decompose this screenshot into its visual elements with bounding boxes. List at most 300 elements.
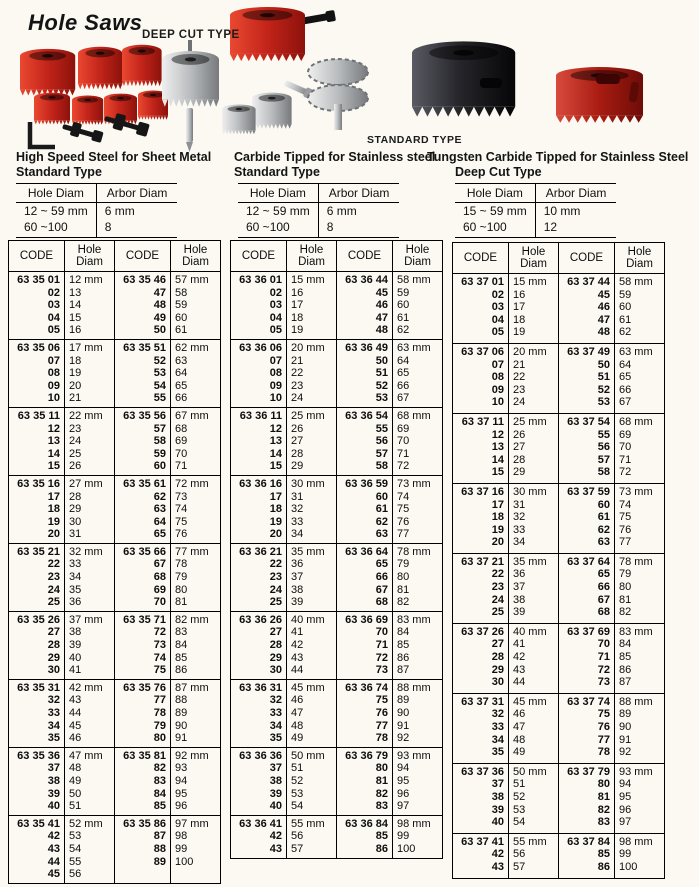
- code-value: 15: [269, 460, 282, 473]
- hole-diam-cell: [287, 815, 337, 858]
- code-value: 63 36 74: [345, 681, 388, 694]
- hole-diam-value: 14: [69, 299, 82, 312]
- hole-diam-value: 15 mm: [291, 274, 325, 286]
- hole-diam-value: 27: [291, 435, 304, 448]
- code-value: 71: [597, 651, 610, 664]
- hole-diam-value: 73: [175, 490, 188, 503]
- code-value: 39: [47, 787, 60, 800]
- hole-diam-value: 23: [513, 383, 526, 396]
- hole-diam-value: 67: [619, 396, 632, 409]
- code-value: 50: [375, 354, 388, 367]
- hole-diam-value: 100: [397, 842, 416, 855]
- code-value: 63 37 06: [461, 345, 504, 358]
- code-value: 63 37 21: [461, 555, 504, 568]
- hole-diam-value: 91: [397, 719, 410, 732]
- deep-cut-saw-image: [162, 40, 219, 152]
- code-value: 78: [375, 732, 388, 745]
- hole-diam-value: 55: [69, 855, 82, 868]
- hole-diam-value: 90: [619, 721, 632, 733]
- table-block: [231, 611, 443, 679]
- hole-diam-value: 25 mm: [513, 415, 547, 428]
- hole-diam-value: 98 mm: [619, 835, 653, 848]
- hole-diam-value: 36: [513, 568, 526, 581]
- spec-cell: 60 ~100: [455, 219, 535, 238]
- code-value: 27: [269, 626, 282, 639]
- hole-diam-value: 74: [175, 503, 188, 516]
- hole-diam-value: 31: [513, 498, 526, 511]
- hole-diam-value: 62: [619, 326, 632, 339]
- code-value: 62: [153, 490, 166, 503]
- code-table-2: [230, 240, 443, 859]
- code-cell: [337, 611, 393, 679]
- code-value: 35: [491, 746, 504, 759]
- hole-diam-value: 63 mm: [619, 345, 653, 358]
- code-value: 53: [375, 392, 388, 405]
- hole-diam-cell: [509, 483, 559, 553]
- hole-diam-cell: [615, 693, 665, 763]
- hole-diam-cell: [393, 339, 443, 407]
- code-value: 04: [47, 311, 60, 324]
- code-value: 57: [597, 453, 610, 466]
- code-value: 63 36 84: [345, 817, 388, 830]
- code-cell: [231, 543, 287, 611]
- code-cell: [231, 679, 287, 747]
- hole-diam-cell: [615, 553, 665, 623]
- hole-diam-value: 26: [69, 460, 82, 473]
- code-value: 66: [597, 581, 610, 594]
- hole-diam-value: 82 mm: [175, 613, 209, 626]
- code-value: 63 37 01: [461, 276, 504, 288]
- code-cell: [559, 833, 615, 878]
- code-value: 20: [269, 528, 282, 541]
- hole-diam-cell: [287, 407, 337, 475]
- code-value: 38: [47, 774, 60, 787]
- hole-diam-cell: [171, 611, 221, 679]
- hole-diam-value: 46: [291, 694, 304, 707]
- code-value: 61: [597, 511, 610, 524]
- hole-diam-value: 86: [175, 664, 188, 677]
- stacked-cutter-image: [308, 59, 368, 130]
- code-value: 50: [597, 358, 610, 371]
- code-value: 13: [491, 441, 504, 454]
- code-tables: [8, 240, 665, 884]
- hole-diam-value: 56: [291, 830, 304, 843]
- code-value: 17: [491, 498, 504, 511]
- code-value: 61: [375, 503, 388, 516]
- code-cell: [453, 343, 509, 413]
- code-cell: [559, 483, 615, 553]
- hole-diam-value: 51: [69, 800, 82, 813]
- code-cell: [9, 407, 65, 475]
- code-value: 63 37 36: [461, 765, 504, 778]
- hole-diam-value: 66: [175, 392, 188, 405]
- hole-diam-value: 78 mm: [397, 545, 431, 558]
- hole-diam-value: 59: [619, 288, 632, 301]
- code-cell: [453, 623, 509, 693]
- table-block: [231, 407, 443, 475]
- hole-diam-cell: [65, 747, 115, 815]
- hole-diam-value: 47: [513, 721, 526, 733]
- hole-diam-value: 12 mm: [69, 274, 103, 286]
- spec-header-arbor-diam: Arbor Diam: [318, 184, 399, 203]
- code-value: 46: [597, 301, 610, 314]
- code-value: 35: [47, 732, 60, 745]
- code-value: 56: [375, 435, 388, 448]
- code-cell: [231, 747, 287, 815]
- code-value: 07: [491, 358, 504, 371]
- code-value: 63 36 41: [239, 817, 282, 830]
- code-value: 48: [597, 326, 610, 339]
- col-header-code: CODE: [115, 241, 171, 272]
- code-cell: [559, 274, 615, 344]
- hole-diam-value: 49: [69, 774, 82, 787]
- hole-diam-value: 49: [513, 746, 526, 759]
- code-value: 63 37 11: [461, 415, 504, 428]
- hole-diam-value: 70: [175, 447, 188, 460]
- hole-diam-cell: [171, 543, 221, 611]
- code-value: 84: [153, 787, 166, 800]
- hole-diam-value: 18: [291, 311, 304, 324]
- code-value: 78: [597, 746, 610, 759]
- code-value: 74: [153, 651, 166, 664]
- hole-diam-cell: [65, 407, 115, 475]
- hole-diam-value: 52: [513, 790, 526, 803]
- code-value: 85: [597, 848, 610, 861]
- hole-diam-value: 89: [397, 694, 410, 707]
- hole-diam-value: 84: [397, 626, 410, 639]
- hole-diam-value: 27: [513, 441, 526, 454]
- code-value: 72: [153, 626, 166, 639]
- code-value: 15: [491, 466, 504, 479]
- hole-diam-value: 50 mm: [513, 765, 547, 778]
- code-value: 63 37 31: [461, 695, 504, 708]
- code-value: 19: [269, 515, 282, 528]
- hole-diam-value: 63: [175, 354, 188, 367]
- code-value: 79: [153, 719, 166, 732]
- code-value: 75: [153, 664, 166, 677]
- table-block: [453, 553, 665, 623]
- hole-diam-cell: [393, 543, 443, 611]
- code-value: 52: [375, 379, 388, 392]
- code-value: 32: [47, 694, 60, 707]
- hole-diam-value: 20 mm: [513, 345, 547, 358]
- hole-diam-value: 66: [619, 383, 632, 396]
- code-value: 63 37 44: [567, 276, 610, 288]
- code-cell: [337, 272, 393, 340]
- hole-diam-cell: [615, 483, 665, 553]
- code-value: 28: [491, 651, 504, 664]
- hole-diam-value: 97: [619, 816, 632, 829]
- spec-cell: 60 ~100: [16, 219, 96, 238]
- code-value: 80: [597, 778, 610, 791]
- hole-diam-value: 73 mm: [619, 485, 653, 498]
- hole-diam-value: 99: [397, 830, 410, 843]
- hole-diam-value: 87: [619, 676, 632, 689]
- hole-diam-value: 93 mm: [397, 749, 431, 762]
- code-cell: [337, 475, 393, 543]
- code-cell: [453, 553, 509, 623]
- hole-diam-value: 83 mm: [619, 625, 653, 638]
- hole-diam-value: 96: [619, 803, 632, 816]
- code-value: 63 37 64: [567, 555, 610, 568]
- carbide-tipped-saws-image: [222, 78, 314, 134]
- hole-diam-cell: [393, 747, 443, 815]
- code-value: 27: [47, 626, 60, 639]
- hole-diam-cell: [509, 343, 559, 413]
- col-header-hole-diam: Hole Diam: [615, 243, 665, 274]
- hole-diam-value: 76: [175, 528, 188, 541]
- small-red-saw-image: [556, 67, 643, 123]
- hole-diam-value: 26: [291, 422, 304, 435]
- code-value: 44: [47, 855, 60, 868]
- code-value: 63 37 26: [461, 625, 504, 638]
- code-value: 63 36 26: [239, 613, 282, 626]
- hole-diam-cell: [393, 679, 443, 747]
- code-value: 59: [153, 447, 166, 460]
- table-block: [9, 543, 221, 611]
- code-value: 32: [491, 708, 504, 721]
- code-value: 70: [597, 638, 610, 651]
- code-value: 73: [153, 639, 166, 652]
- hole-diam-value: 13: [69, 286, 82, 299]
- code-cell: [337, 407, 393, 475]
- code-value: 05: [47, 324, 60, 337]
- code-value: 77: [597, 733, 610, 746]
- hole-diam-value: 51: [291, 762, 304, 775]
- code-value: 67: [153, 558, 166, 571]
- code-value: 35: [269, 732, 282, 745]
- hole-diam-cell: [171, 815, 221, 883]
- spec-cell: 60 ~100: [238, 219, 318, 238]
- hole-diam-value: 70: [397, 435, 410, 448]
- hole-diam-value: 39: [513, 606, 526, 619]
- hole-diam-value: 86: [397, 651, 410, 664]
- hole-diam-value: 88: [175, 694, 188, 707]
- code-value: 05: [491, 326, 504, 339]
- hole-diam-value: 95: [397, 774, 410, 787]
- code-value: 63 35 76: [123, 681, 166, 694]
- hole-diam-value: 36: [69, 596, 82, 609]
- code-value: 83: [597, 816, 610, 829]
- hole-diam-value: 57: [513, 860, 526, 873]
- code-value: 08: [269, 367, 282, 380]
- table-block: [9, 679, 221, 747]
- code-cell: [115, 611, 171, 679]
- hole-diam-value: 33: [69, 558, 82, 571]
- hole-diam-value: 52 mm: [69, 817, 103, 830]
- hole-diam-value: 38: [291, 583, 304, 596]
- code-value: 55: [375, 422, 388, 435]
- code-value: 33: [47, 707, 60, 719]
- spec-header-arbor-diam: Arbor Diam: [535, 184, 616, 203]
- code-value: 02: [269, 286, 282, 299]
- hole-diam-value: 78: [175, 558, 188, 571]
- hole-diam-value: 72: [397, 460, 410, 473]
- hole-diam-cell: [509, 553, 559, 623]
- hole-diam-cell: [615, 343, 665, 413]
- hole-diam-cell: [65, 815, 115, 883]
- code-value: 47: [375, 311, 388, 324]
- code-value: 63 35 46: [123, 274, 166, 286]
- hole-diam-value: 94: [175, 774, 188, 787]
- hole-diam-value: 65: [397, 367, 410, 380]
- code-value: 03: [47, 299, 60, 312]
- hole-diam-value: 52: [291, 774, 304, 787]
- hole-diam-value: 45: [69, 719, 82, 732]
- code-value: 62: [597, 523, 610, 536]
- code-value: 63 35 06: [17, 341, 60, 354]
- hole-diam-value: 100: [175, 855, 194, 868]
- hole-diam-value: 69: [397, 422, 410, 435]
- code-value: 55: [597, 428, 610, 441]
- code-value: 14: [491, 453, 504, 466]
- col-header-hole-diam: Hole Diam: [65, 241, 115, 272]
- code-value: 13: [47, 435, 60, 448]
- code-value: 39: [269, 787, 282, 800]
- code-cell: [9, 679, 65, 747]
- spec-cell: 6 mm: [96, 203, 177, 220]
- hole-diam-cell: [615, 274, 665, 344]
- hole-diam-value: 96: [397, 787, 410, 800]
- hole-diam-value: 70: [619, 441, 632, 454]
- code-value: 25: [47, 596, 60, 609]
- code-value: 34: [47, 719, 60, 732]
- hole-diam-cell: [393, 475, 443, 543]
- code-value: 05: [269, 324, 282, 337]
- hole-diam-value: 30 mm: [513, 485, 547, 498]
- code-value: 63 35 56: [123, 409, 166, 422]
- code-value: 08: [47, 367, 60, 380]
- hole-diam-value: 75: [175, 515, 188, 528]
- hole-diam-value: 79: [397, 558, 410, 571]
- hole-diam-value: 34: [291, 528, 304, 541]
- hole-diam-value: 33: [291, 515, 304, 528]
- table-block: [231, 475, 443, 543]
- code-value: 30: [491, 676, 504, 689]
- hole-diam-value: 16: [69, 324, 82, 337]
- hole-diam-cell: [509, 413, 559, 483]
- code-value: 60: [153, 460, 166, 473]
- hole-diam-value: 96: [175, 800, 188, 813]
- code-value: 86: [597, 860, 610, 873]
- code-value: 28: [47, 639, 60, 652]
- code-value: 53: [153, 367, 166, 380]
- code-value: 48: [375, 324, 388, 337]
- hole-diam-cell: [287, 543, 337, 611]
- col-header-code: CODE: [231, 241, 287, 272]
- code-value: 83: [153, 774, 166, 787]
- hole-diam-cell: [65, 475, 115, 543]
- col-header-hole-diam: Hole Diam: [393, 241, 443, 272]
- code-value: 10: [47, 392, 60, 405]
- code-value: 24: [47, 583, 60, 596]
- hole-diam-value: 71: [619, 453, 632, 466]
- hole-diam-value: 58 mm: [619, 276, 653, 288]
- hole-diam-value: 24: [69, 435, 82, 448]
- hole-diam-cell: [615, 763, 665, 833]
- hole-diam-value: 15 mm: [513, 276, 547, 288]
- hole-diam-cell: [509, 693, 559, 763]
- code-value: 67: [375, 583, 388, 596]
- hole-diam-value: 68 mm: [619, 415, 653, 428]
- hole-diam-value: 84: [175, 639, 188, 652]
- hole-diam-value: 21: [69, 392, 82, 405]
- code-value: 75: [375, 694, 388, 707]
- table-block: [453, 483, 665, 553]
- code-value: 12: [491, 428, 504, 441]
- code-value: 37: [491, 778, 504, 791]
- hole-diam-value: 48: [291, 719, 304, 732]
- code-value: 47: [597, 313, 610, 326]
- section-heading-carbide: Carbide Tipped for Stainless steel Standard Type: [234, 150, 436, 179]
- col-header-code: CODE: [337, 241, 393, 272]
- hole-diam-value: 64: [175, 367, 188, 380]
- code-value: 42: [491, 848, 504, 861]
- hole-diam-value: 77 mm: [175, 545, 209, 558]
- hole-diam-value: 92 mm: [175, 749, 209, 762]
- code-value: 63 35 41: [17, 817, 60, 830]
- table-block: [231, 339, 443, 407]
- hole-diam-cell: [509, 763, 559, 833]
- hole-diam-value: 32 mm: [69, 545, 103, 558]
- hole-diam-value: 38: [69, 626, 82, 639]
- hole-diam-value: 72: [619, 466, 632, 479]
- hole-diam-value: 53: [513, 803, 526, 816]
- code-value: 40: [269, 800, 282, 813]
- code-value: 60: [375, 490, 388, 503]
- code-value: 65: [375, 558, 388, 571]
- hole-diam-value: 61: [619, 313, 632, 326]
- hole-diam-value: 43: [69, 694, 82, 707]
- hole-diam-value: 94: [619, 778, 632, 791]
- code-value: 82: [597, 803, 610, 816]
- code-value: 63 37 49: [567, 345, 610, 358]
- hole-diam-value: 21: [513, 358, 526, 371]
- hole-diam-value: 43: [513, 663, 526, 676]
- code-value: 63 36 06: [239, 341, 282, 354]
- hole-diam-value: 72 mm: [175, 477, 209, 490]
- spec-header-arbor-diam: Arbor Diam: [96, 184, 177, 203]
- hole-diam-value: 27 mm: [69, 477, 103, 490]
- code-value: 68: [597, 606, 610, 619]
- code-value: 42: [269, 830, 282, 843]
- code-value: 23: [491, 581, 504, 594]
- hole-diam-cell: [171, 339, 221, 407]
- code-value: 19: [491, 523, 504, 536]
- code-value: 63 37 69: [567, 625, 610, 638]
- code-value: 89: [153, 855, 166, 868]
- hole-diam-value: 16: [513, 288, 526, 301]
- code-value: 72: [597, 663, 610, 676]
- code-cell: [453, 413, 509, 483]
- code-cell: [9, 339, 65, 407]
- hole-diam-value: 69: [619, 428, 632, 441]
- hole-diam-value: 47 mm: [69, 749, 103, 762]
- hole-diam-value: 86: [619, 663, 632, 676]
- hole-diam-value: 63 mm: [397, 341, 431, 354]
- table-block: [9, 611, 221, 679]
- hole-diam-value: 79: [175, 571, 188, 584]
- code-value: 04: [269, 311, 282, 324]
- code-value: 22: [491, 568, 504, 581]
- code-value: 63 35 11: [17, 409, 60, 422]
- hole-diam-cell: [171, 475, 221, 543]
- hole-diam-value: 23: [291, 379, 304, 392]
- code-value: 63 37 84: [567, 835, 610, 848]
- hole-diam-value: 35 mm: [291, 545, 325, 558]
- hole-diam-value: 44: [291, 664, 304, 677]
- hole-diam-value: 80: [619, 581, 632, 594]
